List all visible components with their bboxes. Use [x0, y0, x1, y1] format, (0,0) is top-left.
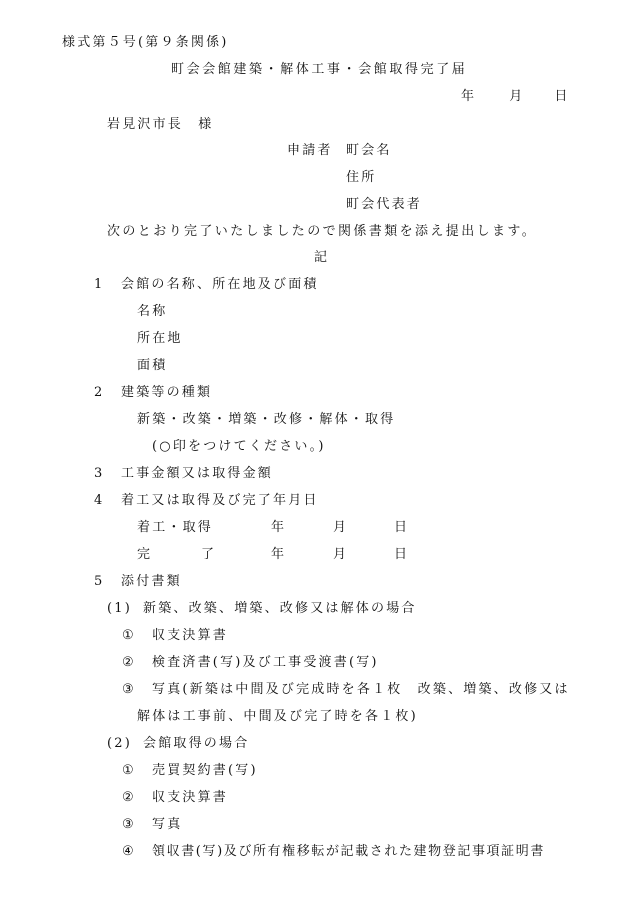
- section-4-start-day: 日: [394, 520, 410, 535]
- date-day: 日: [554, 89, 570, 104]
- section-3-number: 3: [94, 466, 105, 481]
- subsection-2-number: (2): [107, 736, 133, 751]
- section-4-start-month: 月: [333, 520, 349, 535]
- date-line: [461, 89, 570, 105]
- section-4-start-label: 着工・取得: [137, 520, 214, 535]
- section-1-title: 会館の名称、所在地及び面積: [121, 277, 319, 292]
- sub1-item-3-number: ③: [122, 682, 136, 697]
- section-2-title: 建築等の種類: [121, 385, 213, 400]
- sub2-item-1-number: ①: [122, 763, 136, 778]
- sub1-item-1-text: 収支決算書: [152, 628, 229, 643]
- section-4-start-year: 年: [271, 520, 287, 535]
- section-2-options: 新築・改築・増築・改修・解体・取得: [137, 412, 396, 427]
- subsection-2-title: 会館取得の場合: [143, 736, 250, 751]
- section-4-end-month: 月: [333, 547, 349, 562]
- section-4-end-label-1: 完: [137, 547, 153, 562]
- section-5-number: 5: [94, 574, 105, 589]
- section-4-end-day: 日: [394, 547, 410, 562]
- section-5-title: 添付書類: [121, 574, 182, 589]
- addressee: 岩見沢市長 様: [107, 117, 214, 132]
- document-title: 町会会館建築・解体工事・会館取得完了届: [171, 62, 468, 77]
- section-1-location: 所在地: [137, 331, 183, 346]
- sub1-item-3-text: 写真(新築は中間及び完成時を各１枚 改築、増築、改修又は: [152, 682, 570, 697]
- sub1-item-2-number: ②: [122, 655, 136, 670]
- section-4-end-label-2: 了: [201, 547, 217, 562]
- sub1-item-1-number: ①: [122, 628, 136, 643]
- sub2-item-2-text: 収支決算書: [152, 790, 229, 805]
- sub1-item-2-text: 検査済書(写)及び工事受渡書(写): [152, 655, 379, 670]
- section-4-number: 4: [94, 493, 105, 508]
- subsection-1-number: (1): [107, 601, 133, 616]
- form-label: 様式第５号(第９条関係): [62, 35, 229, 50]
- sub2-item-1-text: 売買契約書(写): [152, 763, 258, 778]
- sub2-item-4-number: ④: [122, 844, 136, 859]
- intro-text: 次のとおり完了いたしましたので関係書類を添え提出します。: [107, 224, 538, 239]
- applicant-town-association: 町会名: [346, 143, 392, 158]
- section-2-number: 2: [94, 385, 105, 400]
- section-3-title: 工事金額又は取得金額: [121, 466, 274, 481]
- subsection-1-title: 新築、改築、増築、改修又は解体の場合: [143, 601, 417, 616]
- sub2-item-2-number: ②: [122, 790, 136, 805]
- sub2-item-3-number: ③: [122, 817, 136, 832]
- section-2-note: (○印をつけてください。): [152, 439, 326, 454]
- applicant-label: 申請者: [287, 143, 333, 158]
- date-year: 年: [461, 89, 477, 104]
- section-1-name: 名称: [137, 304, 168, 319]
- applicant-representative: 町会代表者: [346, 197, 423, 212]
- ki-heading: 記: [314, 250, 330, 265]
- date-month: 月: [509, 89, 525, 104]
- sub2-item-3-text: 写真: [152, 817, 183, 832]
- section-4-title: 着工又は取得及び完了年月日: [121, 493, 319, 508]
- sub1-item-3-continuation: 解体は工事前、中間及び完了時を各１枚): [137, 709, 418, 724]
- section-1-area: 面積: [137, 358, 168, 373]
- sub2-item-4-text: 領収書(写)及び所有権移転が記載された建物登記事項証明書: [152, 844, 545, 859]
- section-4-end-year: 年: [271, 547, 287, 562]
- applicant-address: 住所: [346, 170, 377, 185]
- section-1-number: 1: [94, 277, 105, 292]
